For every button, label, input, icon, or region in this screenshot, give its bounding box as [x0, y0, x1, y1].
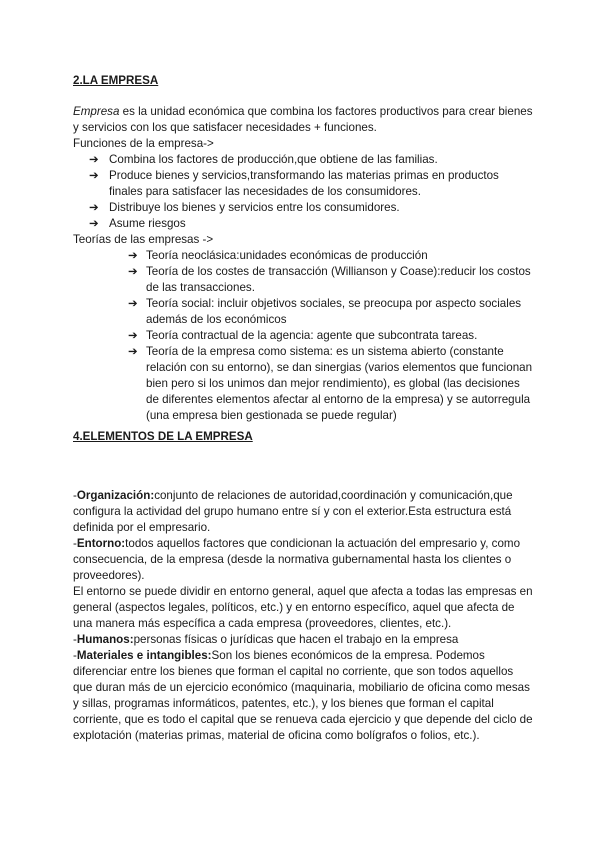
- list-item: ➔ Teoría de los costes de transacción (Willianson y Coase):reducir los costos de las transacciones.: [128, 265, 531, 294]
- theories-label: Teorías de las empresas ->: [73, 233, 214, 246]
- empresa-definition: [73, 104, 533, 136]
- arrow-right-icon: ➔: [128, 297, 138, 310]
- list-item: ➔ Produce bienes y servicios,transformando las materias primas en productos finales para satisfacer las necesidades de los consumidores.: [89, 169, 499, 198]
- list-item: ➔ Teoría social: incluir objetivos sociales, se preocupa por aspecto sociales además de los económicos: [128, 297, 522, 326]
- humanos-label: Humanos:: [76, 633, 134, 646]
- organizacion-paragraph: -Organización:conjunto de relaciones de autoridad,coordinación y comunicación,que configura la actividad del grupo humano entre sí y con el exterior.Esta estructura está definida por el empresario.: [73, 489, 513, 534]
- list-item: ➔ Teoría de la empresa como sistema: es un sistema abierto (constante relación con su entorno), se dan sinergias (varios elementos que funcionan bien pero si los unimos dan mejor rendimiento), es global (las decisiones de diferentes elementos afectar al entorno de la empresa) y se autorregula (una empresa bien gestionada se puede regular): [128, 345, 533, 422]
- materiales-paragraph: -Materiales e intangibles:Son los bienes económicos de la empresa. Podemos diferenciar entre los bienes que forman el capital no corriente, que son todos aquellos que duran más de un ejercicio económico (maquinaria, mobiliario de oficina como mesas y sillas, programas informáticos, patentes, etc.), y los bienes que forman el capital corriente, que es todo el capital que se renueva cada ejercicio y que depende del ciclo de explotación (materias primas, material de oficina como bolígrafos o folios, etc.).: [73, 649, 533, 742]
- theories-list: [73, 248, 533, 424]
- section-4-heading: 4.ELEMENTOS DE LA EMPRESA: [73, 430, 253, 443]
- entorno-extra-paragraph: El entorno se puede dividir en entorno general, aquel que afecta a todas las empresas en general (aspectos legales, políticos, etc.) y en entorno específico, aquel que afecta de una manera más específica a cada empresa (proveedores, clientes, etc.).: [73, 585, 533, 630]
- organizacion-label: Organización:: [76, 489, 155, 502]
- list-item: ➔ Distribuye los bienes y servicios entre los consumidores.: [89, 201, 400, 214]
- arrow-right-icon: ➔: [128, 345, 138, 358]
- arrow-right-icon: ➔: [89, 217, 99, 230]
- functions-list: [73, 152, 533, 232]
- empresa-term: Empresa: [73, 105, 120, 118]
- section-2-heading: 2.LA EMPRESA: [73, 74, 159, 87]
- list-item: ➔ Combina los factores de producción,que obtiene de las familias.: [89, 153, 438, 166]
- empresa-definition-text: es la unidad económica que combina los factores productivos para crear bienes y servicios con los que satisfacer necesidades + funciones.: [73, 105, 533, 134]
- arrow-right-icon: ➔: [128, 249, 138, 262]
- list-item: ➔ Asume riesgos: [89, 217, 186, 230]
- section-4-body: [73, 488, 533, 744]
- section-2-body: [73, 104, 533, 424]
- materiales-label: Materiales e intangibles:: [76, 649, 212, 662]
- functions-label: Funciones de la empresa->: [73, 137, 214, 150]
- entorno-paragraph: -Entorno:todos aquellos factores que condicionan la actuación del empresario y, como consecuencia, de la empresa (desde la normativa gubernamental hasta los clientes o proveedores).: [73, 537, 521, 582]
- entorno-label: Entorno:: [76, 537, 126, 550]
- arrow-right-icon: ➔: [89, 201, 99, 214]
- arrow-right-icon: ➔: [128, 265, 138, 278]
- list-item: ➔ Teoría neoclásica:unidades económicas de producción: [128, 249, 428, 262]
- list-item: ➔ Teoría contractual de la agencia: agente que subcontrata tareas.: [128, 329, 478, 342]
- arrow-right-icon: ➔: [89, 169, 99, 182]
- humanos-paragraph: -Humanos:personas físicas o jurídicas que hacen el trabajo en la empresa: [73, 633, 459, 646]
- arrow-right-icon: ➔: [128, 329, 138, 342]
- arrow-right-icon: ➔: [89, 153, 99, 166]
